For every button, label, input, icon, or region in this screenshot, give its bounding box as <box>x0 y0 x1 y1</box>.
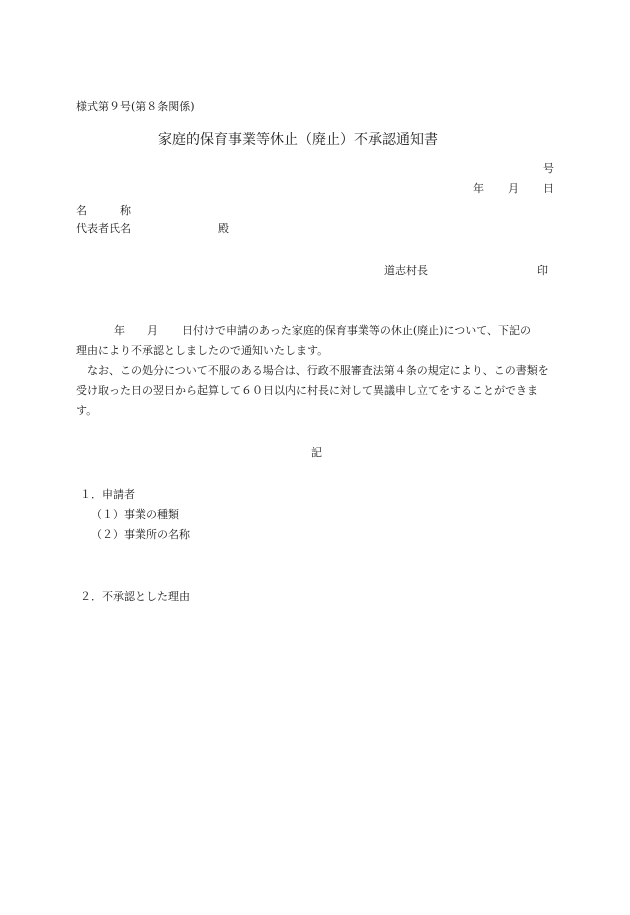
item-reason: ２．不承認とした理由 <box>80 590 190 603</box>
body-month: 月 <box>147 324 158 337</box>
body-rest: 日付けで申請のあった家庭的保育事業等の休止(廃止)について、下記の <box>182 324 532 337</box>
body-line-1 <box>76 321 554 341</box>
number-label: 号 <box>543 162 554 175</box>
ki-marker: 記 <box>311 446 322 459</box>
date-day: 日 <box>543 182 554 195</box>
issuer-title: 道志村長 <box>384 264 428 277</box>
body-line-2: 理由により不承認としましたので通知いたします。 <box>76 344 329 357</box>
notice-body <box>76 321 554 421</box>
item-facility-name: （２）事業所の名称 <box>91 528 190 541</box>
item-business-type: （１）事業の種類 <box>91 508 179 521</box>
item-applicant: １．申請者 <box>80 488 135 501</box>
date-year: 年 <box>473 182 484 195</box>
document-title: 家庭的保育事業等休止（廃止）不承認通知書 <box>158 132 438 148</box>
seal-mark: 印 <box>537 264 548 277</box>
recipient-name-label: 名 称 <box>76 204 131 217</box>
body-year: 年 <box>114 324 125 337</box>
date-month: 月 <box>508 182 519 195</box>
representative-label: 代表者氏名 <box>76 222 131 235</box>
honorific: 殿 <box>218 222 229 235</box>
body-paragraph-2: なお、この処分について不服のある場合は、行政不服審査法第４条の規定により、この書類を受け取った日の翌日から起算して６０日以内に村長に対して異議申し立てをすることができます。 <box>76 364 549 417</box>
form-number: 様式第９号(第８条関係) <box>76 100 195 113</box>
